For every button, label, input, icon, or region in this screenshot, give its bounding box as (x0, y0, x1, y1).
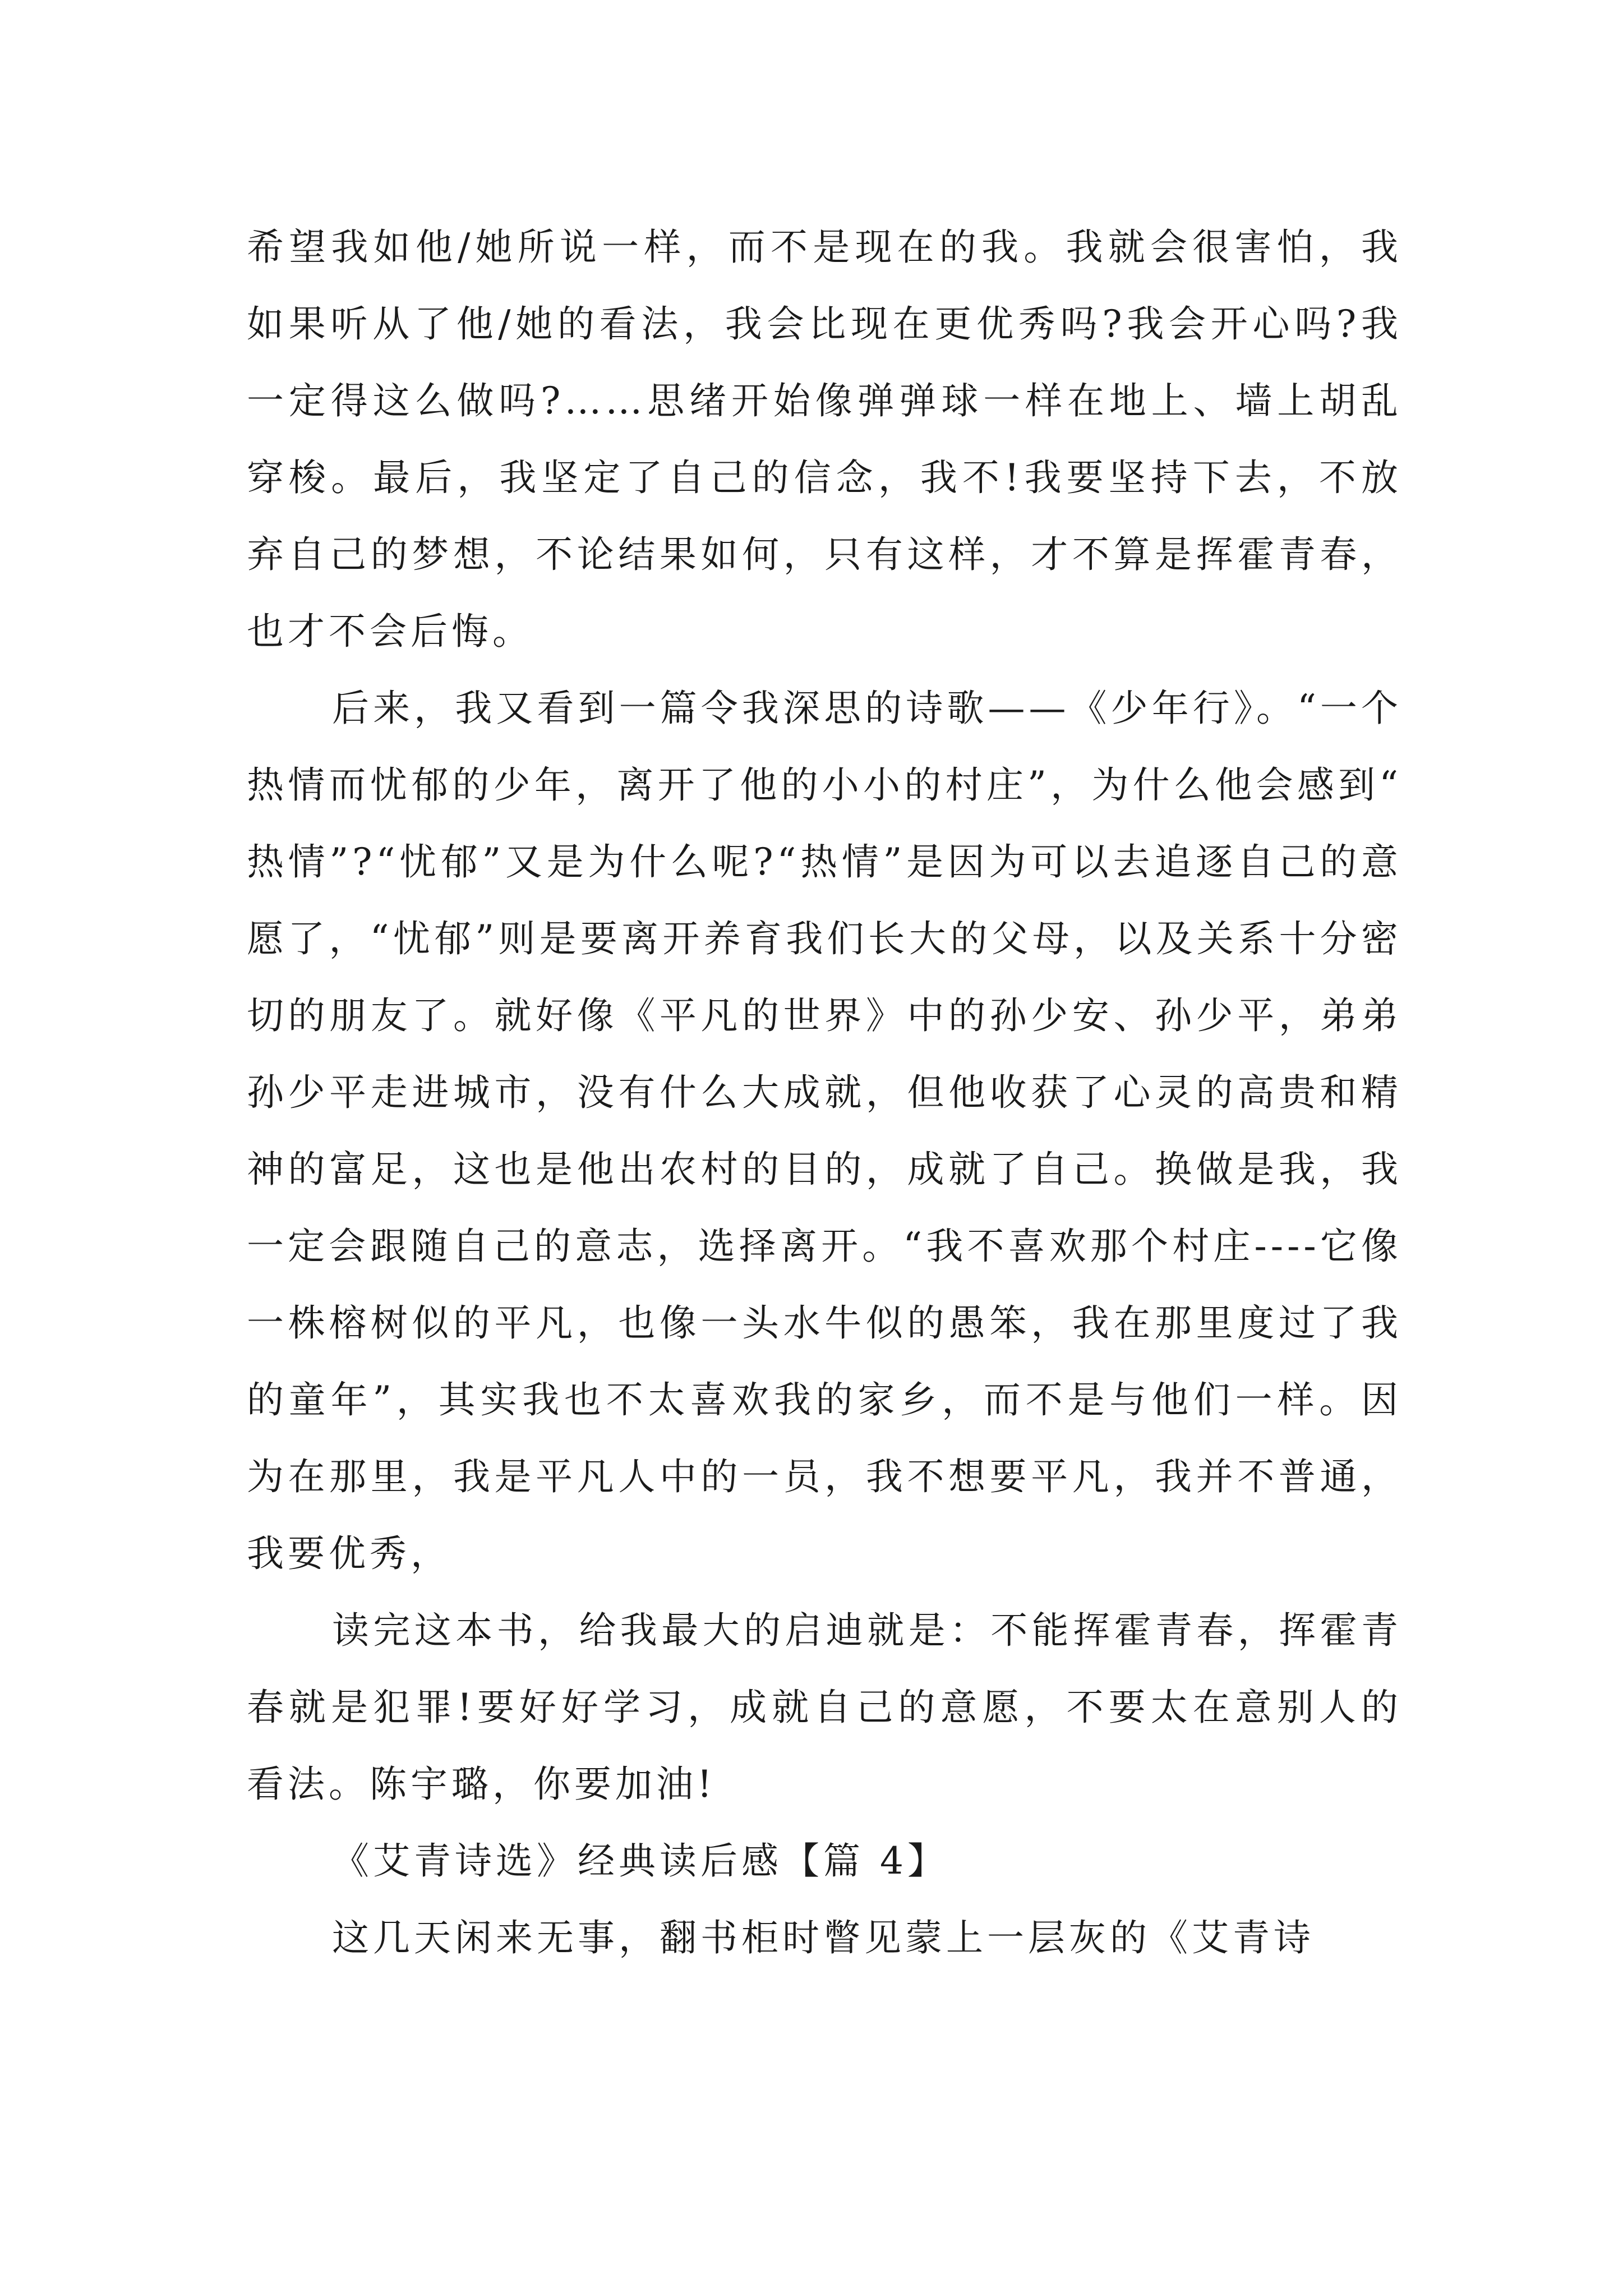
section-heading: 《艾青诗选》经典读后感【篇 4】 (332, 1839, 948, 1883)
paragraph-3: 读完这本书，给我最大的启迪就是：不能挥霍青春，挥霍青春就是犯罪!要好好学习，成就自己的意愿，不要太在意别人的看法。陈宇璐，你要加油! (247, 1609, 1402, 1806)
paragraph-4: 这几天闲来无事，翻书柜时瞥见蒙上一层灰的《艾青诗 (332, 1916, 1315, 1959)
paragraph-2: 后来，我又看到一篇令我深思的诗歌——《少年行》。“一个热情而忧郁的少年，离开了他的小小的村庄”，为什么他会感到“热情”?“忧郁”又是为什么呢?“热情”是因为可以去追逐自己的意愿了，“忧郁”则是要离开养育我们长大的父母，以及关系十分密切的朋友了。就好像《平凡的世界》中的孙少安、孙少平，弟弟孙少平走进城市，没有什么大成就，但他收获了心灵的高贵和精神的富足，这也是他出农村的目的，成就了自己。换做是我，我一定会跟随自己的意志，选择离开。“我不喜欢那个村庄----它像一株榕树似的平凡，也像一头水牛似的愚笨，我在那里度过了我的童年”，其实我也不太喜欢我的家乡，而不是与他们一样。因为在那里，我是平凡人中的一员，我不想要平凡，我并不普通，我要优秀， (247, 687, 1402, 1575)
document-body (247, 209, 1402, 1976)
paragraph-1: 希望我如他/她所说一样，而不是现在的我。我就会很害怕，我如果听从了他/她的看法，我会比现在更优秀吗?我会开心吗?我一定得这么做吗?……思绪开始像弹弹球一样在地上、墙上胡乱穿梭。最后，我坚定了自己的信念，我不!我要坚持下去，不放弃自己的梦想，不论结果如何，只有这样，才不算是挥霍青春，也才不会后悔。 (247, 226, 1402, 653)
